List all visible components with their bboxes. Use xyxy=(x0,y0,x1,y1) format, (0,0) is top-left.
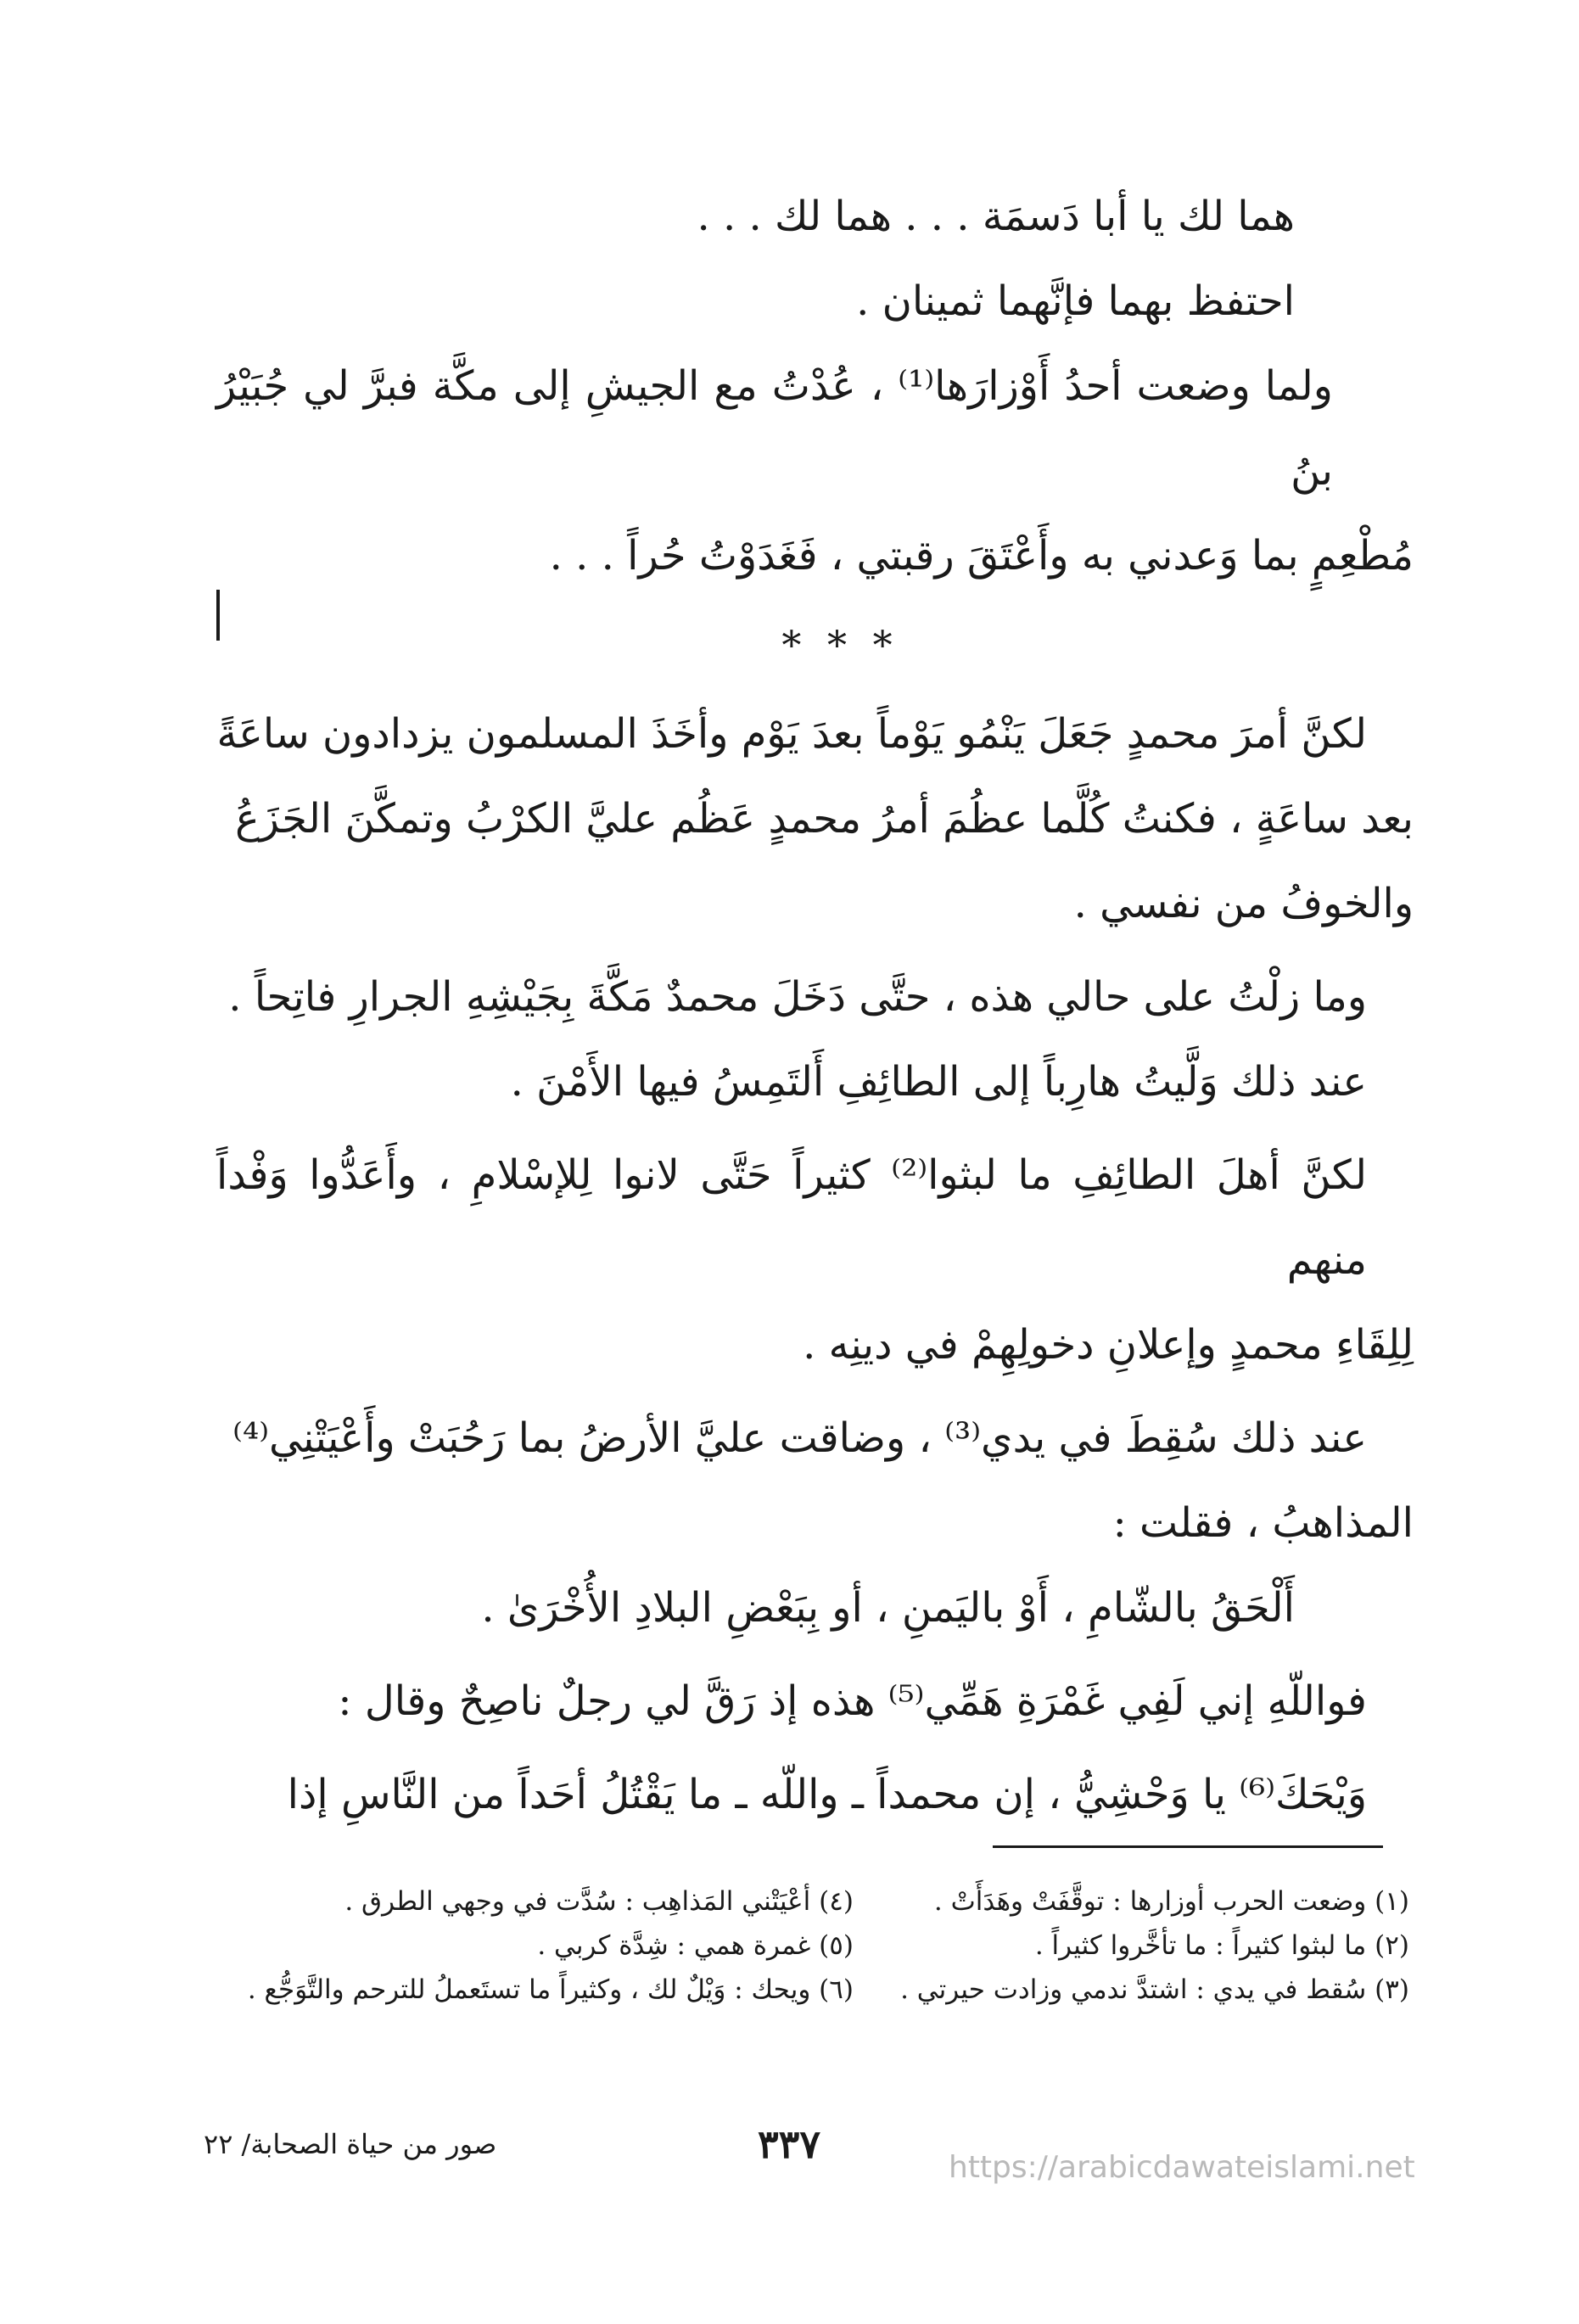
book-title: صور من حياة الصحابة/ ٢٢ xyxy=(204,2128,497,2160)
text-line: هما لك يا أبا دَسمَة . . . هما لك . . . xyxy=(697,193,1295,240)
footnote-5: (٥) غمرة همي : شِدَّة كربي . xyxy=(537,1930,854,1961)
text-line: ولما وضعت أحدُ أَوْزارَها⁽¹⁾ ، عُدْتُ مع الجيشِ إلى مكَّة فبرَّ لي جُبَيْرُ بنُ xyxy=(216,362,1333,495)
footnote-2: (٢) ما لبثوا كثيراً : ما تأخَّروا كثيراً . xyxy=(1034,1930,1409,1961)
page-number: ٣٣٧ xyxy=(757,2121,821,2167)
text-line: لِلِقَاءِ محمدٍ وإعلانِ دخولِهِمْ في دينِه . xyxy=(803,1321,1414,1369)
text-line: مُطْعِمٍ بما وَعدني به وأَعْتَقَ رقبتي ، فَغَدَوْتُ حُراً . . . xyxy=(549,532,1414,580)
text-line: لكنَّ أمرَ محمدٍ جَعَلَ يَنْمُو يَوْماً بعدَ يَوْم وأخَذَ المسلمون يزدادون ساعَةً xyxy=(216,710,1367,758)
text-line: احتفظ بهما فإنَّهما ثمينان . xyxy=(856,277,1295,325)
text-line: أَلْحَقُ بالشّامِ ، أَوْ باليَمنِ ، أو بِبَعْضِ البلادِ الأُخْرَىٰ . xyxy=(481,1584,1295,1632)
footnote-row xyxy=(204,1924,1409,1968)
footnote-row xyxy=(204,1968,1409,2012)
text-line: فواللّهِ إني لَفِي غَمْرَةِ هَمِّي⁽⁵⁾ هذه إذ رَقَّ لي رجلٌ ناصِحٌ وقال : xyxy=(338,1677,1367,1725)
text-line: عند ذلك وَلَّيتُ هارِباً إلى الطائِفِ أَلتَمِسُ فيها الأَمْنَ . xyxy=(510,1058,1367,1106)
footnotes xyxy=(204,1879,1409,2012)
footnote-6: (٦) ويحك : وَيْلٌ لك ، وكثيراً ما تستَعملُ للترحم والتَّوَجُّع . xyxy=(247,1974,854,2005)
text-line: لكنَّ أهلَ الطائِفِ ما لبثوا⁽²⁾ كثيراً حَتَّى لانوا لِلإسْلامِ ، وأَعَدُّوا وَفْداً منهم xyxy=(216,1151,1368,1284)
footnote-4: (٤) أعْيَتْني المَذاهِب : سُدَّت في وجهي الطرق . xyxy=(344,1886,854,1917)
footnote-1: (١) وضعت الحرب أوزارها : توقَّفَتْ وهَدَأَتْ . xyxy=(933,1886,1409,1917)
text-line: عند ذلك سُقِطَ في يدي⁽³⁾ ، وضاقت عليَّ الأرضُ بما رَحُبَتْ وأَعْيَتْنِي⁽⁴⁾ xyxy=(232,1414,1367,1462)
footnote-divider xyxy=(993,1845,1383,1848)
text-line: بعد ساعَةٍ ، فكنتُ كُلَّما عظُمَ أمرُ محمدٍ عَظُم عليَّ الكرْبُ وتمكَّنَ الجَزَعُ xyxy=(235,795,1414,843)
main-text xyxy=(216,174,1414,1837)
text-line: وما زلْتُ على حالي هذه ، حتَّى دَخَلَ محمدٌ مَكَّةَ بِجَيْشِهِ الجرارِ فاتِحاً . xyxy=(228,973,1367,1021)
footnote-row xyxy=(204,1879,1409,1924)
text-line: وَيْحَكَ⁽⁶⁾ يا وَحْشِيُّ ، إن محمداً ـ واللّه ـ ما يَقْتُلُ أحَداً من النَّاسِ إذا xyxy=(287,1771,1367,1818)
text-line: والخوفُ من نفسي . xyxy=(1073,880,1414,927)
text-line: المذاهبُ ، فقلت : xyxy=(1112,1499,1414,1547)
footnote-3: (٣) سُقط في يدي : اشتدَّ ندمي وزادت حيرتي . xyxy=(900,1974,1409,2005)
section-separator: * * * xyxy=(781,622,899,668)
watermark-url: https://arabicdawateislami.net xyxy=(949,2150,1415,2185)
